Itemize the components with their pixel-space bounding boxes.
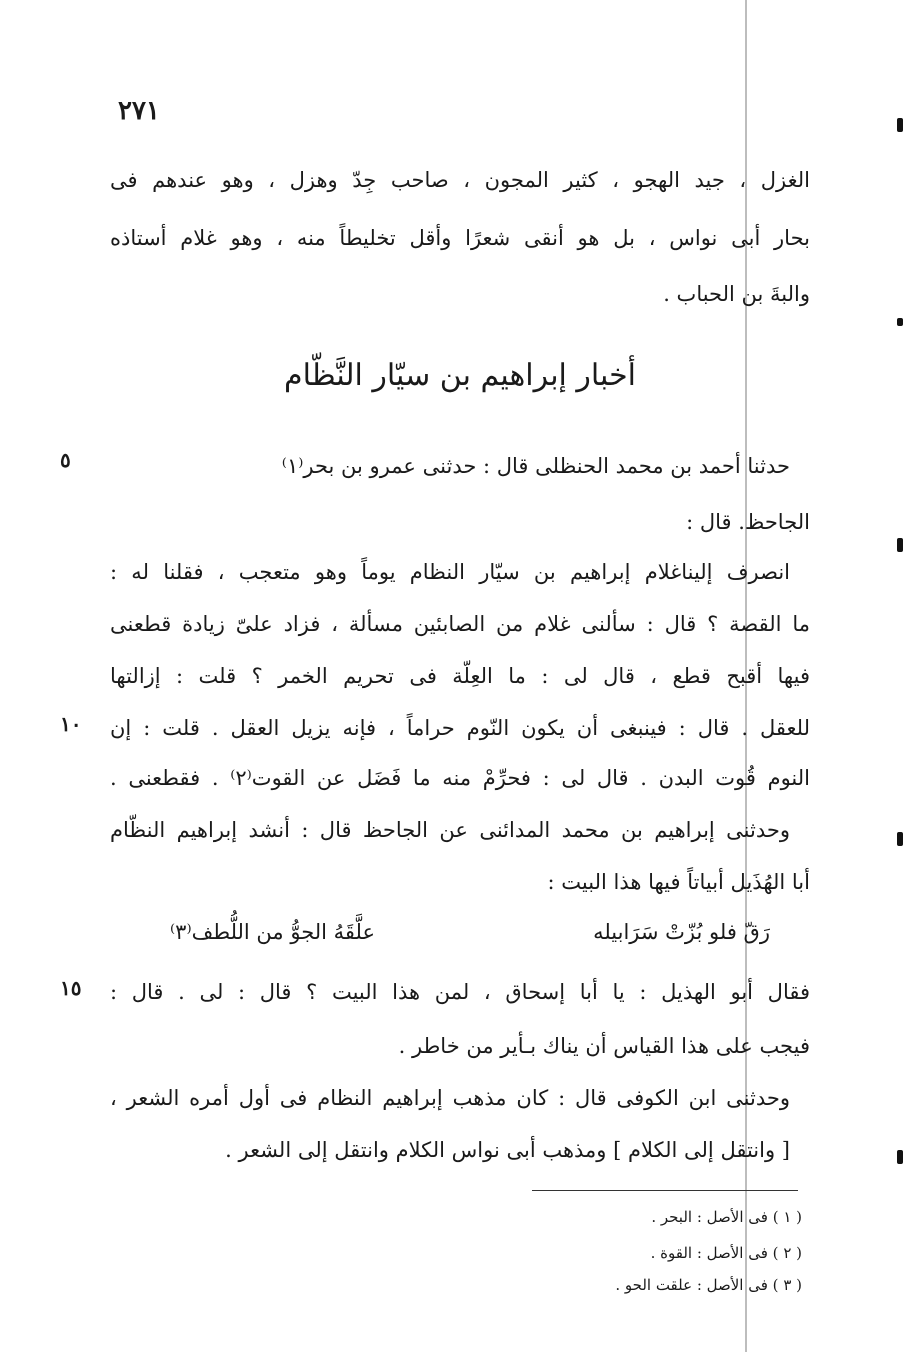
- footnote: ( ١ ) فى الأصل : البحر .: [651, 1208, 802, 1226]
- verse-first-hemistich: رَقّ فلو بُزّتْ سَرَابيله: [593, 920, 770, 944]
- text-line: للعقل . قال : فينبغى أن يكون النّوم حراماً ، فإنه يزيل العقل . قلت : إن: [110, 716, 810, 740]
- edge-mark: [897, 832, 903, 846]
- text-line: والبةَ بن الحباب .: [663, 282, 810, 306]
- footnote-separator: [532, 1190, 798, 1191]
- text-line: وحدثنى ابن الكوفى قال : كان مذهب إبراهيم النظام فى أول أمره الشعر ،: [110, 1086, 790, 1110]
- text-line: فيجب على هذا القياس أن يناك بـأير من خاطر .: [398, 1034, 810, 1058]
- page-number: ٢٧١: [118, 96, 160, 126]
- text-line: فيها أقبح قطع ، قال لى : ما العِلّة فى تحريم الخمر ؟ قلت : إزالتها: [110, 664, 810, 688]
- edge-mark: [897, 118, 903, 132]
- text-line: الجاحظ. قال :: [686, 510, 810, 534]
- text-line: وحدثنى إبراهيم بن محمد المدائنى عن الجاحظ قال : أنشد إبراهيم النظّام: [110, 818, 790, 842]
- text-line: أبا الهُذَيل أبياتاً فيها هذا البيت :: [547, 870, 810, 894]
- footnote: ( ٢ ) فى الأصل : القوة .: [650, 1244, 802, 1262]
- text-line: فقال أبو الهذيل : يا أبا إسحاق ، لمن هذا البيت ؟ قال : لى . قال :: [110, 980, 810, 1004]
- text-line: انصرف إليناغلام إبراهيم بن سيّار النظام يوماً وهو متعجب ، فقلنا له :: [110, 560, 790, 584]
- text-line: النوم قُوت البدن . قال لى : فحرِّمْ منه ما فَضَل عن القوت⁽٢⁾ . فقطعنى .: [110, 766, 810, 790]
- line-number: ١٥: [60, 976, 82, 1000]
- section-heading: أخبار إبراهيم بن سيّار النَّظّام: [284, 358, 636, 393]
- text-line: ما القصة ؟ قال : سألنى غلام من الصابئين مسألة ، فزاد علىّ زيادة قطعنى: [110, 612, 810, 636]
- text-line: حدثنا أحمد بن محمد الحنظلى قال : حدثنى عمرو بن بحر⁽١⁾: [281, 454, 790, 478]
- edge-mark: [897, 538, 903, 552]
- edge-mark: [897, 318, 903, 326]
- text-line: بحار أبى نواس ، بل هو أنقى شعرًا وأقل تخليطاً منه ، وهو غلام أستاذه: [110, 226, 810, 250]
- footnote: ( ٣ ) فى الأصل : علقت الحو .: [615, 1276, 802, 1294]
- text-line: الغزل ، جيد الهجو ، كثير المجون ، صاحب جِدّ وهزل ، وهو عندهم فى: [110, 168, 810, 192]
- line-number: ١٠: [60, 712, 82, 736]
- verse-second-hemistich: علَّقَهُ الجوُّ من اللُّطف⁽٣⁾: [170, 920, 376, 944]
- line-number: ٥: [60, 448, 71, 472]
- text-line: [ وانتقل إلى الكلام ] ومذهب أبى نواس الكلام وانتقل إلى الشعر .: [225, 1138, 790, 1162]
- edge-mark: [897, 1150, 903, 1164]
